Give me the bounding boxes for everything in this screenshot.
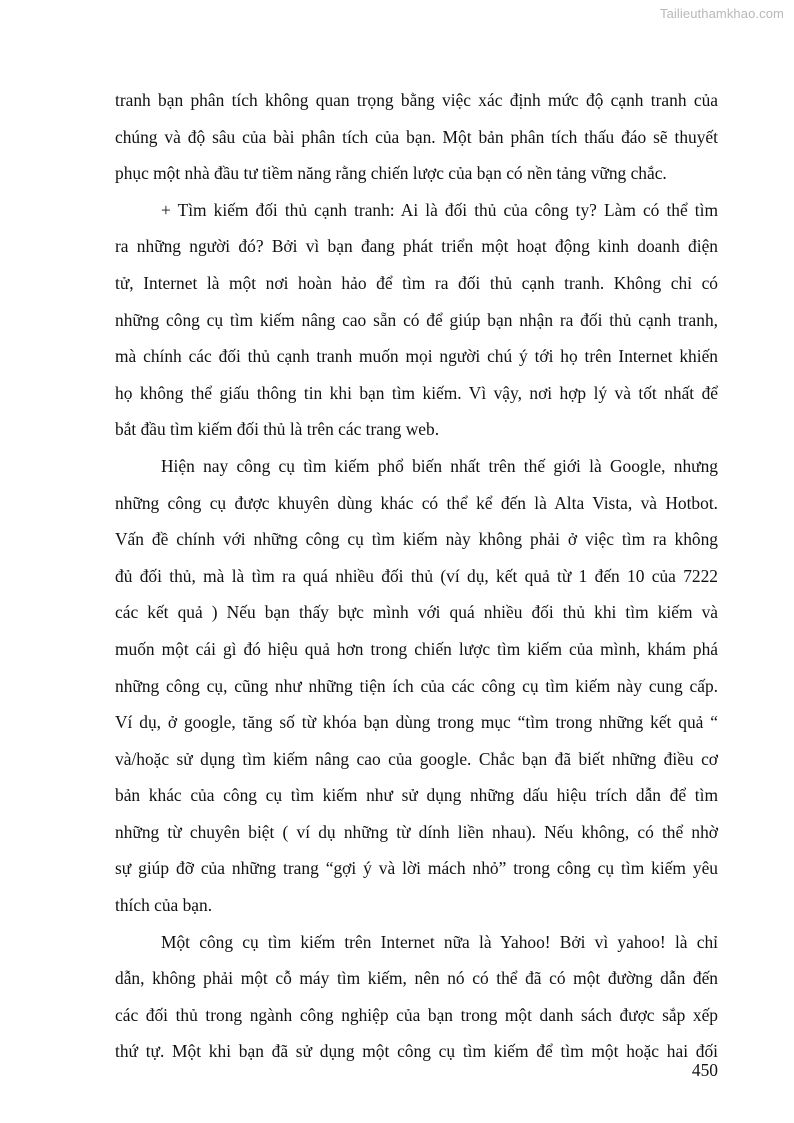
text-line: Vấn đề chính với những công cụ tìm kiếm này không phải ở việc tìm ra không [115, 529, 718, 550]
text-line: + Tìm kiếm đối thủ cạnh tranh: Ai là đối thủ của công ty? Làm có thể tìm [161, 199, 718, 220]
text-line: những công cụ, cũng như những tiện ích của các công cụ tìm kiếm này cung cấp. [115, 675, 718, 696]
text-line: những công cụ tìm kiếm nâng cao sẵn có để giúp bạn nhận ra đối thủ cạnh tranh, [115, 309, 718, 330]
text-line: đủ đối thủ, mà là tìm ra quá nhiều đối thủ (ví dụ, kết quả từ 1 đến 10 của 7222 [115, 565, 718, 586]
text-line: bản khác của công cụ tìm kiếm như sử dụng những dấu hiệu trích dẫn để tìm [115, 785, 718, 806]
text-line: tranh bạn phân tích không quan trọng bằng việc xác định mức độ cạnh tranh của [115, 90, 718, 110]
text-line: và/hoặc sử dụng tìm kiếm nâng cao của google. Chắc bạn đã biết những điều cơ [115, 748, 718, 769]
paragraph-search-engines [115, 448, 718, 924]
text-line: Hiện nay công cụ tìm kiếm phổ biến nhất trên thế giới là Google, nhưng [161, 455, 718, 476]
text-line: họ không thể giấu thông tin khi bạn tìm kiếm. Vì vậy, nơi hợp lý và tốt nhất để [115, 382, 718, 403]
text-line: thích của bạn. [115, 895, 213, 916]
paragraph-yahoo [115, 924, 718, 1070]
text-line: tử, Internet là một nơi hoàn hảo để tìm ra đối thủ cạnh tranh. Không chỉ có [115, 272, 718, 293]
paragraph-competition-analysis [115, 82, 718, 192]
text-line: thứ tự. Một khi bạn đã sử dụng một công cụ tìm kiếm để tìm một hoặc hai đối [115, 1041, 718, 1062]
text-line: Ví dụ, ở google, tăng số từ khóa bạn dùng trong mục “tìm trong những kết quả “ [115, 712, 718, 733]
text-line: bắt đầu tìm kiếm đối thủ là trên các trang web. [115, 419, 440, 440]
text-line: muốn một cái gì đó hiệu quả hơn trong chiến lược tìm kiếm của mình, khám phá [115, 638, 718, 659]
text-line: chúng và độ sâu của bài phân tích của bạn. Một bản phân tích thấu đáo sẽ thuyết [115, 126, 718, 147]
text-line: mà chính các đối thủ cạnh tranh muốn mọi người chú ý tới họ trên Internet khiến [115, 346, 718, 367]
text-line: Một công cụ tìm kiếm trên Internet nữa là Yahoo! Bởi vì yahoo! là chỉ [161, 931, 718, 952]
page-number: 450 [691, 1060, 718, 1080]
text-line: các kết quả ) Nếu bạn thấy bực mình với quá nhiều đối thủ khi tìm kiếm và [115, 602, 718, 623]
text-line: những công cụ được khuyên dùng khác có thể kể đến là Alta Vista, và Hotbot. [115, 492, 718, 513]
text-line: sự giúp đỡ của những trang “gợi ý và lời mách nhỏ” trong công cụ tìm kiếm yêu [115, 858, 718, 879]
watermark-text: Tailieuthamkhao.com [659, 6, 784, 21]
text-line: phục một nhà đầu tư tiềm năng rằng chiến lược của bạn có nền tảng vững chắc. [115, 163, 667, 184]
text-line: dẫn, không phải một cỗ máy tìm kiếm, nên nó có thể đã có một đường dẫn đến [115, 968, 718, 989]
text-line: ra những người đó? Bởi vì bạn đang phát triển một hoạt động kinh doanh điện [115, 236, 718, 257]
text-line: các đối thủ trong ngành công nghiệp của bạn trong một danh sách được sắp xếp [115, 1004, 718, 1025]
text-line: những từ chuyên biệt ( ví dụ những từ dính liền nhau). Nếu không, có thể nhờ [115, 821, 718, 842]
document-body [115, 82, 718, 1070]
paragraph-find-competitors [115, 192, 718, 448]
